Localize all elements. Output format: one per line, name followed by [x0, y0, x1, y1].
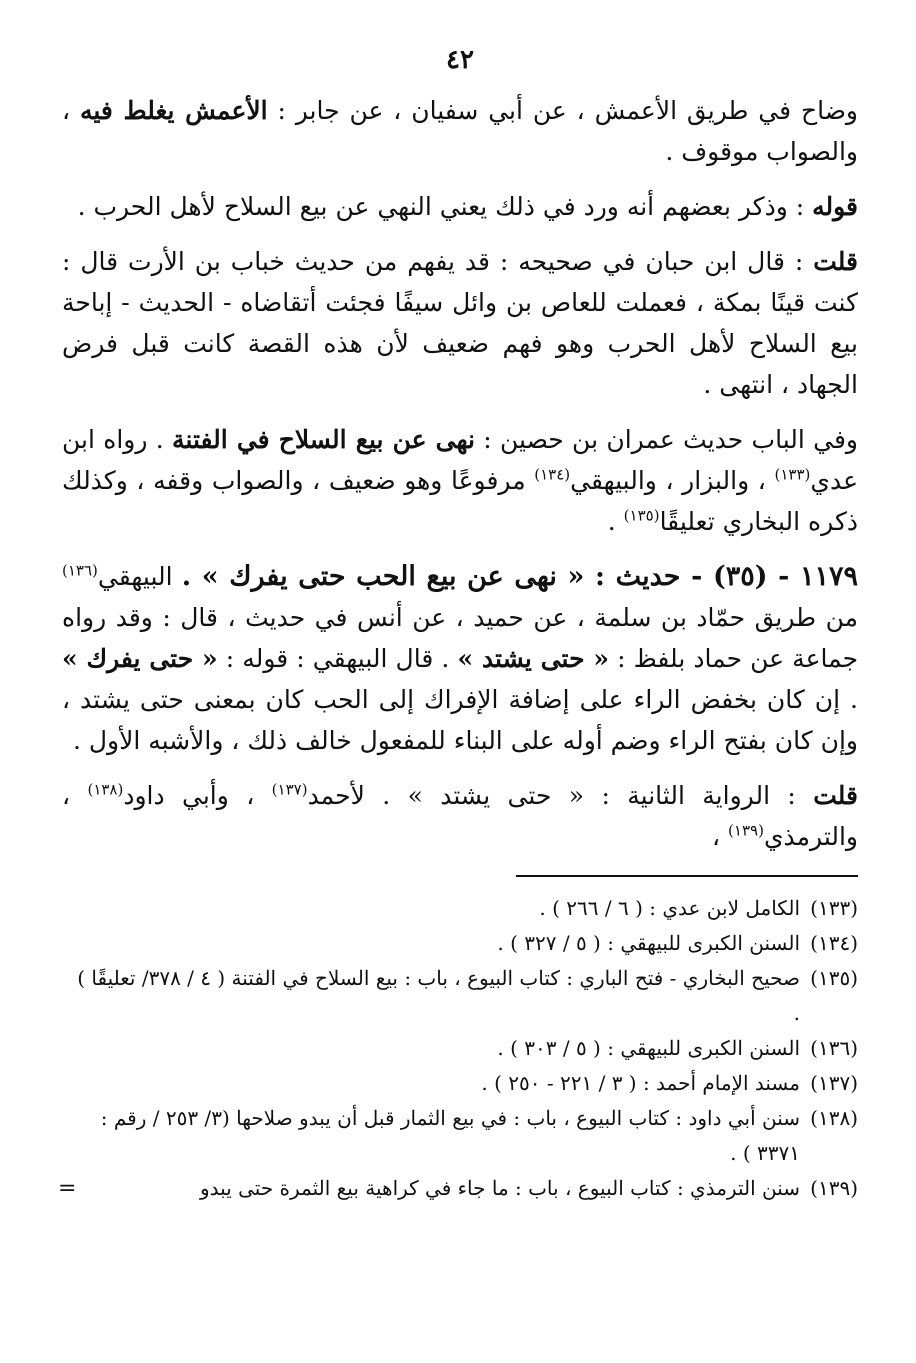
paragraph-3 [62, 241, 858, 405]
footnote-ref: (١٣٥) [623, 506, 660, 525]
paragraph-text: ، والصواب موقوف . [62, 96, 858, 166]
paragraph-text: : قال ابن حبان في صحيحه : قد يفهم من حديث خباب بن الأرت قال : كنت قينًا بمكة ، فعملت للعاص بن وائل سيفًا فجئت أتقاضاه - الحديث - إباحة بيع السلاح لأهل الحرب وهو فهم ضعيف لأن هذه القصة كانت قبل فرض الجهاد ، انتهى . [62, 247, 858, 399]
paragraph-text: البيهقي [97, 562, 182, 591]
paragraph-text: ، والبزار ، والبيهقي [570, 466, 775, 495]
footnote-number: (١٣٧) [810, 1071, 858, 1095]
continuation-mark: = [58, 1176, 77, 1201]
paragraph-label: قلت [813, 781, 858, 810]
paragraph-bold: « حتى يفرك » [62, 644, 218, 673]
hadith-heading: ١١٧٩ - (٣٥) - حديث : « نهى عن بيع الحب حتى يفرك » . [181, 561, 858, 592]
footnote-text: السنن الكبرى للبيهقي : ( ٥ / ٣٢٧ ) . [497, 931, 800, 955]
footnote-item [62, 926, 858, 961]
footnote-number: (١٣٣) [810, 896, 858, 920]
paragraph-text: من طريق حمّاد بن سلمة ، عن حميد ، عن أنس في حديث ، قال : وقد رواه جماعة عن حماد بلفظ : [62, 603, 859, 673]
footnote-text: صحيح البخاري - فتح الباري : كتاب البيوع ، باب : بيع السلاح في الفتنة ( ٤ / ٣٧٨/ تعليقًا ) . [77, 966, 800, 1025]
paragraph-text: ، وأبي داود [123, 781, 272, 810]
paragraph-text: وفي الباب حديث عمران بن حصين : [474, 425, 858, 454]
footnote-number: (١٣٨) [810, 1106, 858, 1130]
footnote-text: سنن أبي داود : كتاب البيوع ، باب : في بيع الثمار قبل أن يبدو صلاحها (٣/ ٢٥٣ / رقم : ٣٣٧١ ) . [100, 1106, 800, 1165]
paragraph-text: . [607, 507, 624, 536]
paragraph-text: : وذكر بعضهم أنه ورد في ذلك يعني النهي عن بيع السلاح لأهل الحرب . [77, 192, 813, 221]
paragraph-text: . رواه ابن عدي [62, 425, 858, 495]
paragraph-text: : الرواية الثانية : « حتى يشتد » . لأحمد [307, 781, 814, 810]
paragraph-1 [62, 90, 858, 172]
footnotes [58, 891, 858, 1206]
footnote-number: (١٣٥) [810, 966, 858, 990]
paragraph-text: مرفوعًا وهو ضعيف ، والصواب وقفه ، وكذلك ذكره البخاري تعليقًا [62, 466, 858, 536]
footnote-ref: (١٣٨) [87, 780, 124, 799]
paragraph-label: قلت [813, 247, 858, 276]
paragraph-6 [62, 775, 858, 857]
paragraph-text: . قال البيهقي : قوله : [217, 644, 458, 673]
page-number: ٤٢ [446, 45, 474, 75]
paragraph-text: ، والترمذي [62, 781, 858, 851]
footnote-ref: (١٣٤) [534, 465, 571, 484]
paragraph-text: . إن كان بخفض الراء على إضافة الإفراك إلى الحب كان بمعنى حتى يشتد ، وإن كان بفتح الراء وضم أوله على البناء للمفعول خالف ذلك ، والأشبه الأول . [62, 685, 858, 755]
footnote-text: الكامل لابن عدي : ( ٦ / ٢٦٦ ) . [539, 896, 800, 920]
paragraph-bold: نهى عن بيع السلاح في الفتنة [172, 425, 475, 454]
paragraph-bold: « حتى يشتد » [457, 644, 610, 673]
footnote-ref: (١٣٦) [62, 561, 98, 580]
footnote-text: مسند الإمام أحمد : ( ٣ / ٢٢١ - ٢٥٠ ) . [481, 1071, 800, 1095]
footnote-item [62, 1101, 858, 1171]
footnote-item [58, 1171, 858, 1206]
paragraph-label: قوله [812, 192, 858, 221]
footnote-item [62, 1066, 858, 1101]
footnote-ref: (١٣٧) [271, 780, 308, 799]
main-text [62, 90, 858, 857]
footnote-separator [516, 875, 858, 877]
paragraph-5 [62, 556, 858, 761]
footnote-item [62, 891, 858, 926]
footnote-text: سنن الترمذي : كتاب البيوع ، باب : ما جاء في كراهية بيع الثمرة حتى يبدو [200, 1176, 800, 1200]
paragraph-4 [62, 419, 858, 542]
footnote-number: (١٣٩) [810, 1176, 858, 1200]
footnote-number: (١٣٤) [810, 931, 858, 955]
footnote-item [62, 961, 858, 1031]
paragraph-text: وضاح في طريق الأعمش ، عن أبي سفيان ، عن جابر : [267, 96, 859, 125]
footnote-ref: (١٣٣) [774, 465, 811, 484]
footnote-item [62, 1031, 858, 1066]
footnote-text: السنن الكبرى للبيهقي : ( ٥ / ٣٠٣ ) . [497, 1036, 800, 1060]
footnote-ref: (١٣٩) [728, 821, 764, 840]
footnote-number: (١٣٦) [810, 1036, 858, 1060]
paragraph-text: ، [712, 822, 729, 851]
paragraph-bold: الأعمش يغلط فيه [79, 96, 268, 125]
paragraph-2 [62, 186, 858, 227]
